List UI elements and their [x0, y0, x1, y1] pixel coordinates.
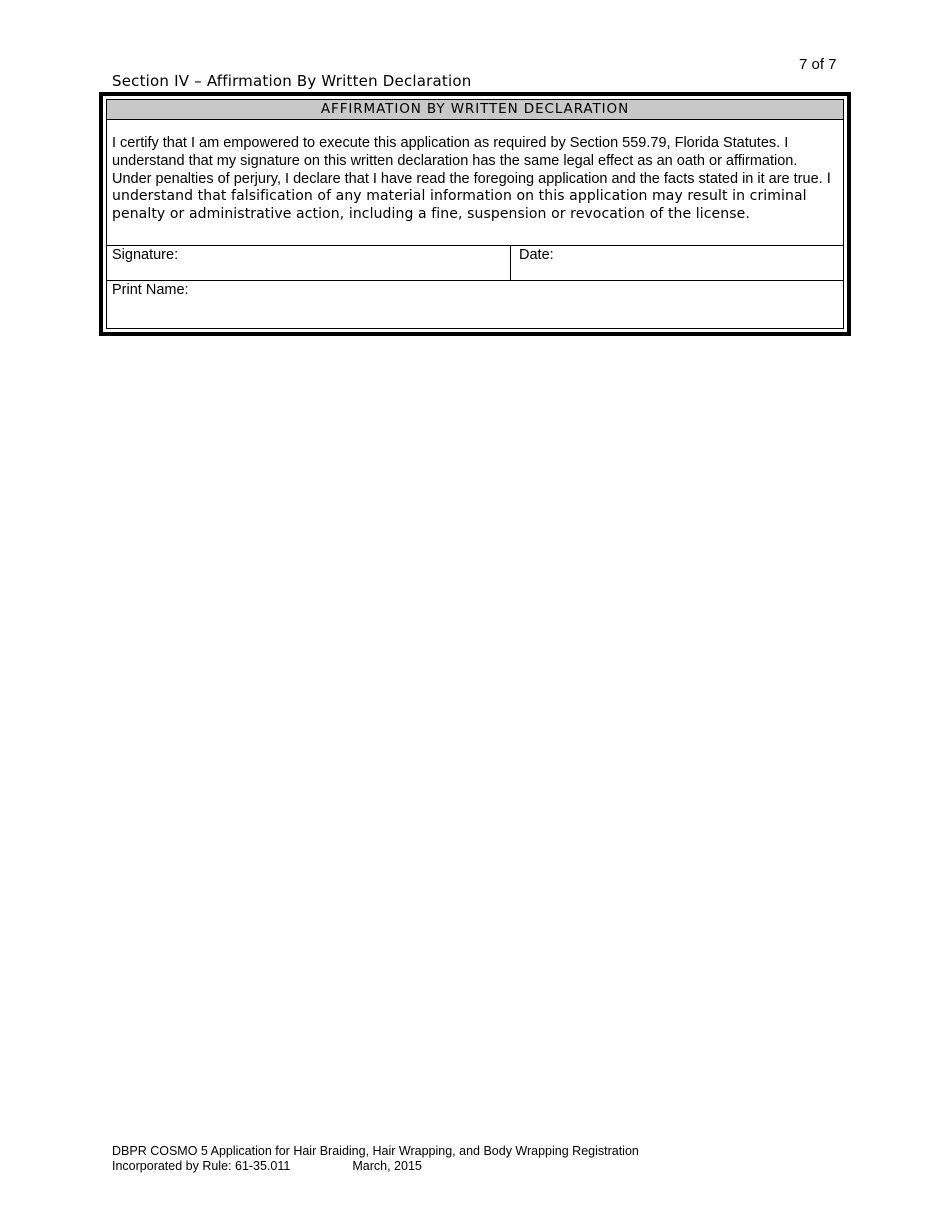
signature-row	[107, 246, 843, 281]
section-title: Section IV – Affirmation By Written Declaration	[112, 72, 472, 90]
print-name-row	[107, 281, 843, 314]
signature-field[interactable]	[107, 246, 511, 280]
footer-rule: Incorporated by Rule: 61-35.011	[112, 1158, 291, 1173]
footer-form-title: DBPR COSMO 5 Application for Hair Braiding, Hair Wrapping, and Body Wrapping Registration	[112, 1144, 639, 1158]
affirmation-header: AFFIRMATION BY WRITTEN DECLARATION	[107, 100, 843, 120]
affirmation-text-part1: I certify that I am empowered to execute this application as required by Section 559.79, Florida Statutes. I understand that my signature on this written declaration has the same legal effect as an oath or affirmation. Under penalties of perjury, I declare that I have read the foregoing application and the facts stated in it are true.	[112, 135, 827, 187]
affirmation-text-part2: I understand that falsification of any material information on this application may result in criminal penalty or administrative action, including a fine, suspension or revocation of the license.	[112, 170, 831, 223]
signature-label: Signature:	[112, 247, 179, 263]
date-label: Date:	[519, 247, 554, 263]
print-name-field[interactable]	[107, 281, 843, 314]
footer-rule-line	[112, 1159, 639, 1174]
affirmation-inner-box	[106, 99, 844, 329]
print-name-label: Print Name:	[112, 282, 189, 298]
affirmation-text	[107, 120, 843, 246]
footer	[112, 1144, 639, 1173]
date-field[interactable]	[511, 246, 843, 280]
page-number: 7 of 7	[799, 56, 837, 73]
affirmation-box	[99, 92, 851, 336]
footer-date: March, 2015	[352, 1158, 422, 1173]
